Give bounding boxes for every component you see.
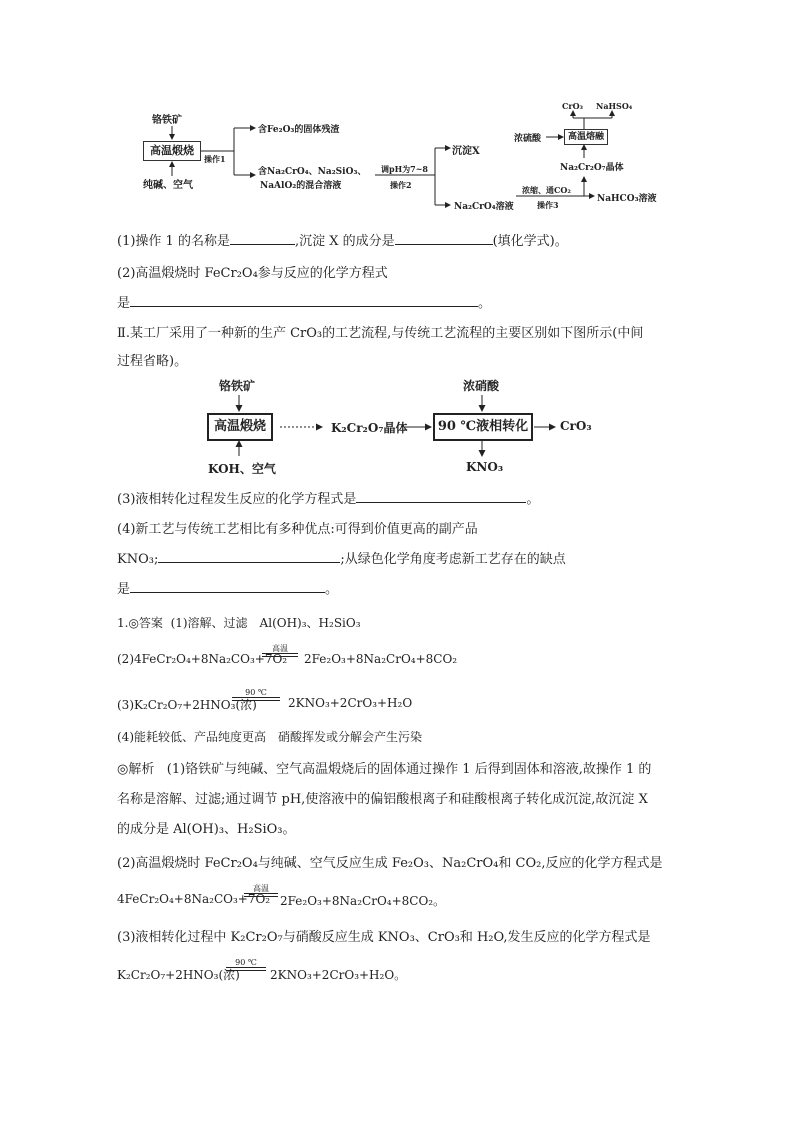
analysis-p2-cond-text: 高温 [253, 884, 269, 893]
cro3-label: CrO₃ [562, 101, 584, 111]
concentrate-label: 浓缩、通CO₂ [522, 185, 571, 195]
roast-box-2: 高温煅烧 [207, 413, 273, 441]
roast-box: 高温煅烧 [143, 141, 201, 161]
question-4-line-2 [117, 548, 566, 567]
feed-label-2: KOH、空气 [208, 462, 276, 476]
q1-suffix: (填化学式)。 [492, 234, 568, 249]
analysis-p2-condition [244, 884, 278, 897]
q4-mid: ;从绿色化学角度考虑新工艺存在的缺点 [340, 552, 566, 567]
na2cro4-solution-label: Na₂CrO₄溶液 [454, 202, 514, 212]
crystal-label-2: K₂Cr₂O₇晶体 [331, 421, 408, 435]
question-4-line-3 [117, 578, 338, 597]
analysis-p3-cond-text: 90 ℃ [235, 958, 257, 967]
q3-suffix: 。 [526, 492, 540, 507]
precipitate-x-label: 沉淀X [452, 146, 480, 157]
op1-label: 操作1 [204, 154, 226, 164]
op3-label: 操作3 [537, 200, 559, 210]
question-2-line-1: (2)高温煅烧时 FeCr₂O₄参与反应的化学方程式 [117, 266, 388, 281]
analysis-line-1 [117, 758, 651, 777]
analysis-p2-eq-left: 4FeCr₂O₄+8Na₂CO₃+7O₂ [117, 892, 271, 906]
answer-3-condition [232, 688, 280, 701]
q4-prefix: KNO₃; [117, 552, 159, 567]
answer-2-left: (2)4FeCr₂O₄+8Na₂CO₃+7O₂ [117, 652, 288, 666]
question-3 [117, 488, 539, 507]
part-2-line-2: 过程省略)。 [117, 354, 188, 369]
conc-sulfuric-label: 浓硫酸 [514, 134, 542, 144]
analysis-p1-line2: 名称是溶解、过滤;通过调节 pH,使溶液中的偏铝酸根离子和硅酸根离子转化成沉淀,故沉淀 X [117, 792, 648, 807]
analysis-label: ◎解析 [117, 762, 155, 777]
op2-label: 操作2 [390, 180, 412, 190]
analysis-p1-line1: (1)铬铁矿与纯碱、空气高温煅烧后的固体通过操作 1 后得到固体和溶液,故操作 1 的 [166, 762, 652, 777]
q3-blank[interactable] [356, 490, 526, 503]
analysis-p3-eq-left: K₂Cr₂O₇+2HNO₃(浓) [117, 968, 240, 982]
kno3-label: KNO₃ [466, 460, 504, 474]
answer-3-equals [232, 697, 280, 701]
answer-2-right: 2Fe₂O₃+8Na₂CrO₄+8CO₂ [304, 652, 458, 666]
nahso4-label: NaHSO₄ [596, 101, 633, 111]
crystal-label: Na₂Cr₂O₇晶体 [560, 163, 624, 173]
analysis-p3-eq-right: 2KNO₃+2CrO₃+H₂O。 [270, 968, 407, 982]
q1-mid: ,沉淀 X 的成分是 [294, 234, 395, 249]
analysis-p2-eq-right: 2Fe₂O₃+8Na₂CrO₄+8CO₂。 [280, 894, 446, 908]
answer-2-cond-text: 高温 [272, 644, 288, 653]
q2-prefix: 是 [117, 296, 131, 311]
answer-4: (4)能耗较低、产品纯度更高 硝酸挥发或分解会产生污染 [117, 730, 423, 744]
question-4-line-1: (4)新工艺与传统工艺相比有多种优点:可得到价值更高的副产品 [117, 522, 478, 537]
ore-label-2: 铬铁矿 [219, 379, 256, 393]
analysis-p3-equals [226, 967, 266, 971]
q1-prefix: (1)操作 1 的名称是 [117, 234, 230, 249]
feed-label: 纯碱、空气 [143, 180, 193, 191]
q4-line3-suffix: 。 [325, 582, 339, 597]
analysis-p1-line3: 的成分是 Al(OH)₃、H₂SiO₃。 [117, 822, 296, 837]
answer-3-cond-text: 90 ℃ [245, 688, 267, 697]
answer-1: (1)溶解、过滤 Al(OH)₃、H₂SiO₃ [170, 616, 361, 630]
analysis-p3-line1: (3)液相转化过程中 K₂Cr₂O₇与硝酸反应生成 KNO₃、CrO₃和 H₂O,发生反应的化学方程式是 [117, 930, 651, 945]
q3-prefix: (3)液相转化过程发生反应的化学方程式是 [117, 492, 357, 507]
answer-label: 1.◎答案 [117, 616, 163, 630]
flowchart-new-arrows [0, 0, 794, 480]
adjust-ph-label: 调pH为7~8 [381, 164, 428, 174]
solution-label-1: 含Na₂CrO₄、Na₂SiO₃、 [258, 167, 367, 177]
cro3-label-2: CrO₃ [560, 419, 592, 433]
answer-2-equals [262, 653, 298, 657]
residue-label: 含Fe₂O₃的固体残渣 [258, 125, 340, 135]
answer-2-condition [262, 644, 298, 657]
q4-line3-prefix: 是 [117, 582, 131, 597]
analysis-p3-condition [226, 958, 266, 971]
ore-label: 铬铁矿 [152, 115, 182, 126]
answer-3-left: (3)K₂Cr₂O₇+2HNO₃(浓) [117, 698, 257, 712]
convert-box: 90 ℃液相转化 [433, 413, 533, 441]
part-2-line-1: Ⅱ.某工厂采用了一种新的生产 CrO₃的工艺流程,与传统工艺流程的主要区别如下图所示(中间 [117, 326, 644, 341]
nahco3-solution-label: NaHCO₃溶液 [597, 194, 657, 204]
answer-line-1 [117, 614, 361, 631]
q4-blank-2[interactable] [130, 580, 325, 593]
analysis-p2-line1: (2)高温煅烧时 FeCr₂O₄与纯碱、空气反应生成 Fe₂O₃、Na₂CrO₄和 CO₂,反应的化学方程式是 [117, 856, 663, 871]
q2-suffix: 。 [478, 296, 492, 311]
solution-label-2: NaAlO₂的混合溶液 [260, 181, 342, 191]
analysis-p2-equals [244, 893, 278, 897]
q4-blank-1[interactable] [158, 550, 340, 563]
answer-3-right: 2KNO₃+2CrO₃+H₂O [288, 696, 413, 710]
nitric-label: 浓硝酸 [463, 379, 500, 393]
melt-box: 高温熔融 [564, 129, 608, 145]
